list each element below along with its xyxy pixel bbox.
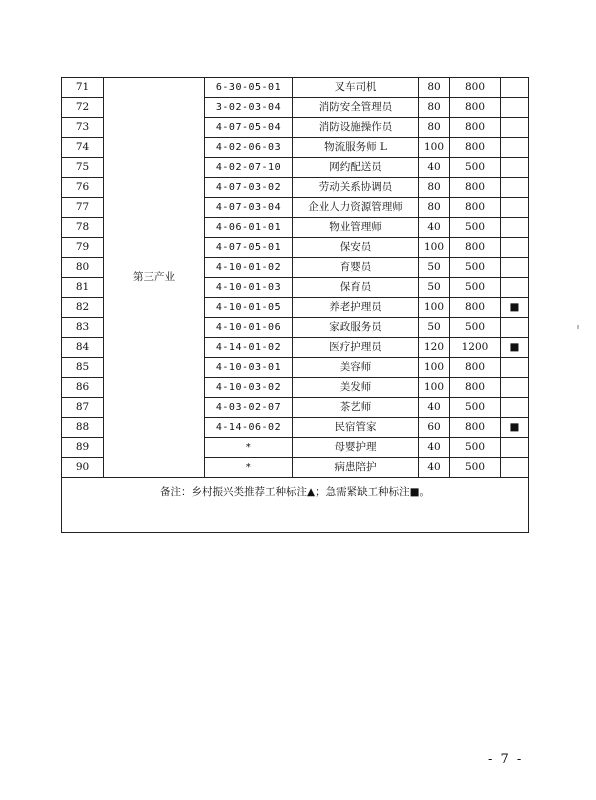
value-a: 100 (419, 138, 450, 158)
value-b: 500 (450, 318, 501, 338)
occupation-name: 育婴员 (293, 258, 419, 278)
row-number: 86 (62, 378, 104, 398)
occupation-name: 病患陪护 (293, 458, 419, 478)
occupation-code: 4-02-06-03 (205, 138, 293, 158)
job-table (61, 77, 529, 533)
value-a: 80 (419, 198, 450, 218)
value-b: 500 (450, 398, 501, 418)
shortage-mark (501, 378, 529, 398)
occupation-code: 4-07-03-04 (205, 198, 293, 218)
occupation-code: 4-10-01-06 (205, 318, 293, 338)
occupation-code: 4-07-03-02 (205, 178, 293, 198)
row-number: 82 (62, 298, 104, 318)
row-number: 81 (62, 278, 104, 298)
value-a: 120 (419, 338, 450, 358)
value-a: 40 (419, 218, 450, 238)
occupation-name: 物流服务师 L (293, 138, 419, 158)
occupation-name: 民宿管家 (293, 418, 419, 438)
value-a: 40 (419, 438, 450, 458)
occupation-name: 保育员 (293, 278, 419, 298)
shortage-mark (501, 438, 529, 458)
industry-category: 第三产业 (104, 78, 205, 478)
occupation-code: 4-07-05-01 (205, 238, 293, 258)
value-b: 500 (450, 278, 501, 298)
shortage-mark (501, 258, 529, 278)
occupation-name: 美发师 (293, 378, 419, 398)
shortage-mark (501, 178, 529, 198)
value-b: 800 (450, 98, 501, 118)
row-number: 76 (62, 178, 104, 198)
occupation-name: 物业管理师 (293, 218, 419, 238)
value-b: 500 (450, 258, 501, 278)
row-number: 72 (62, 98, 104, 118)
value-b: 800 (450, 418, 501, 438)
shortage-mark (501, 78, 529, 98)
value-b: 800 (450, 138, 501, 158)
occupation-code: 3-02-03-04 (205, 98, 293, 118)
value-a: 100 (419, 358, 450, 378)
row-number: 77 (62, 198, 104, 218)
value-a: 80 (419, 178, 450, 198)
value-b: 800 (450, 238, 501, 258)
value-a: 40 (419, 158, 450, 178)
value-a: 100 (419, 378, 450, 398)
occupation-name: 叉车司机 (293, 78, 419, 98)
occupation-name: 茶艺师 (293, 398, 419, 418)
value-b: 500 (450, 218, 501, 238)
occupation-code: 4-10-01-02 (205, 258, 293, 278)
occupation-name: 劳动关系协调员 (293, 178, 419, 198)
shortage-mark (501, 238, 529, 258)
scan-mark (577, 325, 579, 329)
shortage-mark (501, 318, 529, 338)
occupation-code: 4-07-05-04 (205, 118, 293, 138)
occupation-code: 4-03-02-07 (205, 398, 293, 418)
row-number: 74 (62, 138, 104, 158)
occupation-name: 医疗护理员 (293, 338, 419, 358)
occupation-code: 4-10-03-02 (205, 378, 293, 398)
value-a: 100 (419, 298, 450, 318)
shortage-mark (501, 398, 529, 418)
shortage-mark: ■ (501, 298, 529, 318)
value-a: 60 (419, 418, 450, 438)
occupation-name: 消防设施操作员 (293, 118, 419, 138)
row-number: 79 (62, 238, 104, 258)
value-a: 40 (419, 398, 450, 418)
occupation-name: 消防安全管理员 (293, 98, 419, 118)
row-number: 78 (62, 218, 104, 238)
row-number: 89 (62, 438, 104, 458)
shortage-mark (501, 278, 529, 298)
shortage-mark: ■ (501, 418, 529, 438)
note-row (62, 478, 529, 533)
occupation-name: 美容师 (293, 358, 419, 378)
occupation-code: 4-02-07-10 (205, 158, 293, 178)
shortage-mark (501, 198, 529, 218)
value-b: 800 (450, 378, 501, 398)
row-number: 83 (62, 318, 104, 338)
value-b: 800 (450, 298, 501, 318)
value-a: 50 (419, 258, 450, 278)
shortage-mark (501, 98, 529, 118)
value-b: 500 (450, 458, 501, 478)
occupation-name: 网约配送员 (293, 158, 419, 178)
occupation-name: 家政服务员 (293, 318, 419, 338)
row-number: 88 (62, 418, 104, 438)
value-b: 800 (450, 78, 501, 98)
row-number: 73 (62, 118, 104, 138)
occupation-code: * (205, 458, 293, 478)
value-b: 800 (450, 358, 501, 378)
occupation-code: 4-10-03-01 (205, 358, 293, 378)
page-number: - 7 - (488, 752, 524, 767)
row-number: 75 (62, 158, 104, 178)
occupation-name: 企业人力资源管理师 (293, 198, 419, 218)
shortage-mark (501, 358, 529, 378)
row-number: 85 (62, 358, 104, 378)
shortage-mark (501, 458, 529, 478)
occupation-code: 4-10-01-05 (205, 298, 293, 318)
value-a: 50 (419, 318, 450, 338)
occupation-name: 养老护理员 (293, 298, 419, 318)
occupation-name: 母婴护理 (293, 438, 419, 458)
value-b: 800 (450, 118, 501, 138)
shortage-mark: ■ (501, 338, 529, 358)
occupation-code: 4-06-01-01 (205, 218, 293, 238)
value-a: 80 (419, 78, 450, 98)
row-number: 84 (62, 338, 104, 358)
table-note: 备注：乡村振兴类推荐工种标注▲；急需紧缺工种标注■。 (62, 478, 529, 533)
shortage-mark (501, 218, 529, 238)
occupation-code: 6-30-05-01 (205, 78, 293, 98)
shortage-mark (501, 118, 529, 138)
shortage-mark (501, 158, 529, 178)
value-b: 800 (450, 198, 501, 218)
occupation-code: 4-14-06-02 (205, 418, 293, 438)
row-number: 87 (62, 398, 104, 418)
row-number: 80 (62, 258, 104, 278)
value-b: 800 (450, 178, 501, 198)
occupation-code: 4-14-01-02 (205, 338, 293, 358)
occupation-name: 保安员 (293, 238, 419, 258)
value-a: 50 (419, 278, 450, 298)
value-a: 80 (419, 118, 450, 138)
table-row (62, 78, 529, 98)
occupation-code: 4-10-01-03 (205, 278, 293, 298)
value-b: 1200 (450, 338, 501, 358)
occupation-code: * (205, 438, 293, 458)
shortage-mark (501, 138, 529, 158)
value-a: 80 (419, 98, 450, 118)
value-b: 500 (450, 158, 501, 178)
value-a: 100 (419, 238, 450, 258)
job-table-body (62, 78, 529, 533)
value-a: 40 (419, 458, 450, 478)
row-number: 71 (62, 78, 104, 98)
value-b: 500 (450, 438, 501, 458)
row-number: 90 (62, 458, 104, 478)
